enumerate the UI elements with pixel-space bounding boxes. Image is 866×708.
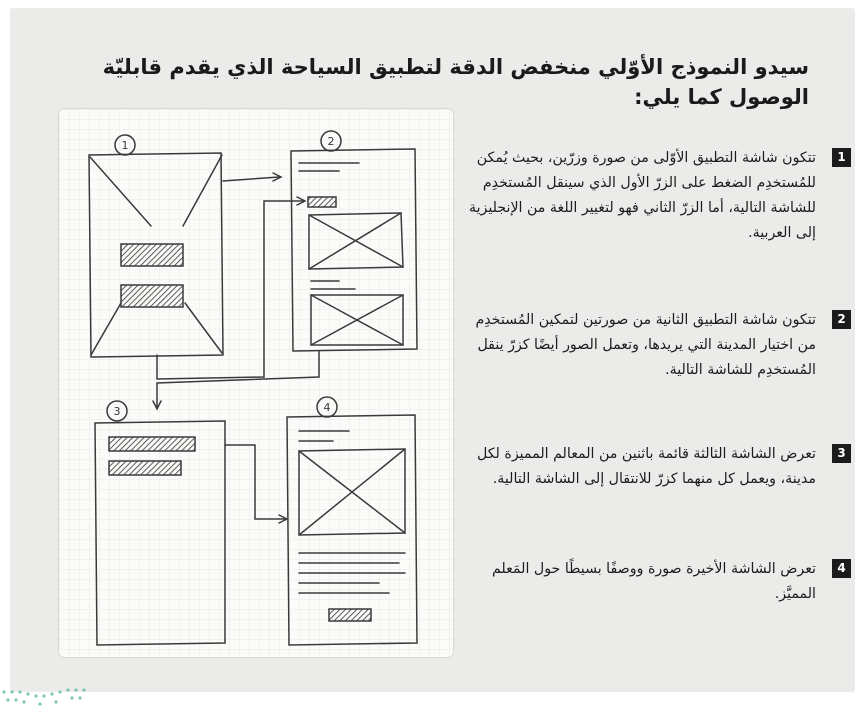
item-text-1: تتكون شاشة التطبيق الأوّلى من صورة وزرّين، بحيث يُمكن للمُستخدِم الضغط على الزرّ الأول الذي سينقل المُستخدِم للشاشة التالية، أما الزرّ الثاني فهو لتغيير اللغة من الإنجليزية إلى العربية. [469, 150, 816, 241]
number-badge-1: 1 [832, 148, 851, 167]
item-text-3: تعرض الشاشة الثالثة قائمة باثنين من المعالم المميزة لكل مدينة، ويعمل كل منهما كزرّ للانتقال إلى الشاشة التالية. [476, 446, 816, 487]
item-text-4: تعرض الشاشة الأخيرة صورة ووصفًا بسيطًا حول المَعلم المميَّز. [491, 561, 816, 602]
wireframe-drawing [59, 109, 453, 657]
list-item-2 [456, 308, 846, 383]
number-badge-3: 3 [832, 444, 851, 463]
list-item-3 [456, 442, 846, 492]
screen-3-number: 3 [113, 405, 121, 418]
number-badge-4: 4 [832, 559, 851, 578]
item-text-2: تتكون شاشة التطبيق الثانية من صورتين لتمكين المُستخدِم من اختيار المدينة التي يريدها، وتعمل الصور أيضًا كزرّ ينقل المُستخدِم للشاشة التالية. [475, 312, 816, 378]
decorative-dots [0, 686, 90, 708]
screen-2-number: 2 [327, 135, 335, 148]
wireframe-sketch [58, 108, 454, 658]
screen-4-number: 4 [323, 401, 331, 414]
list-item-1 [456, 146, 846, 246]
number-badge-2: 2 [832, 310, 851, 329]
page-title: سيدو النموذج الأوّلي منخفض الدقة لتطبيق السياحة الذي يقدم قابليّة الوصول كما يلي: [102, 55, 809, 109]
list-item-4 [456, 557, 846, 607]
screen-1-number: 1 [121, 139, 129, 152]
